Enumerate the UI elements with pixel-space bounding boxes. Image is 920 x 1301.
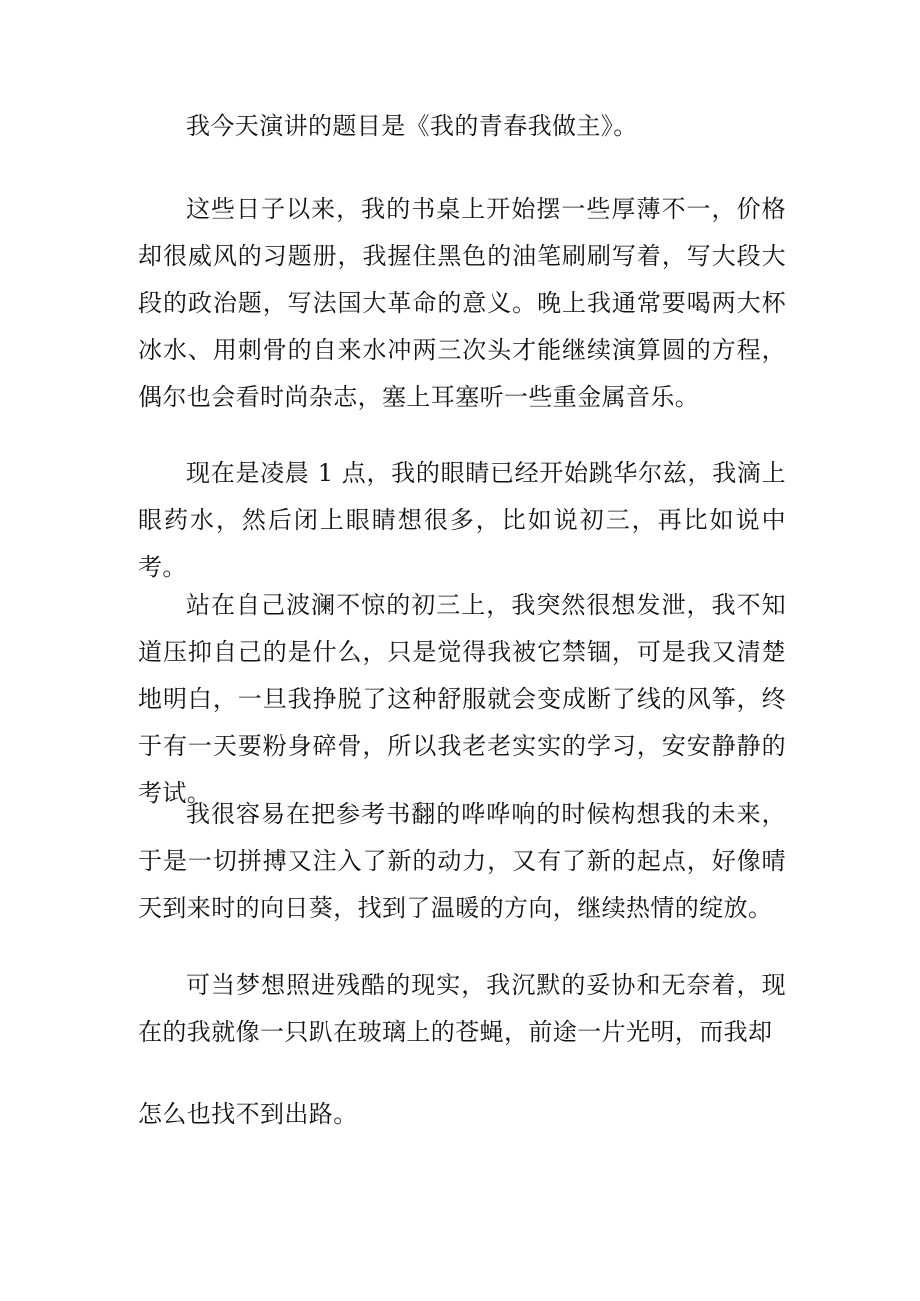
paragraph-future-vision: 我很容易在把参考书翻的哗哗响的时候构想我的未来，于是一切拼搏又注入了新的动力，又有了新的起点，好像晴天到来时的向日葵，找到了温暖的方向，继续热情的绽放。 bbox=[138, 800, 786, 922]
paragraph-continuation: 怎么也找不到出路。 bbox=[138, 1100, 358, 1128]
paragraph-title-intro: 我今天演讲的题目是《我的青春我做主》。 bbox=[186, 112, 638, 140]
paragraph-desk-workbooks: 这些日子以来，我的书桌上开始摆一些厚薄不一，价格却很威风的习题册，我握住黑色的油笔刷刷写着，写大段大段的政治题，写法国大革命的意义。晚上我通常要喝两大杯冰水、用刺骨的自来水冲两三次头才能继续演算圆的方程，偶尔也会看时尚杂志，塞上耳塞听一些重金属音乐。 bbox=[138, 195, 786, 411]
paragraph-dream-reality: 可当梦想照进残酷的现实，我沉默的妥协和无奈着，现在的我就像一只趴在玻璃上的苍蝇，前途一片光明，而我却 bbox=[138, 971, 786, 1046]
paragraph-late-night: 现在是凌晨 1 点，我的眼睛已经开始跳华尔兹，我滴上眼药水，然后闭上眼睛想很多，比如说初三，再比如说中考。 bbox=[138, 459, 786, 581]
paragraph-ninth-grade: 站在自己波澜不惊的初三上，我突然很想发泄，我不知道压抑自己的是什么，只是觉得我被它禁锢，可是我又清楚地明白，一旦我挣脱了这种舒服就会变成断了线的风筝，终于有一天要粉身碎骨，所以我老老实实的学习，安安静静的考试。 bbox=[138, 591, 786, 807]
